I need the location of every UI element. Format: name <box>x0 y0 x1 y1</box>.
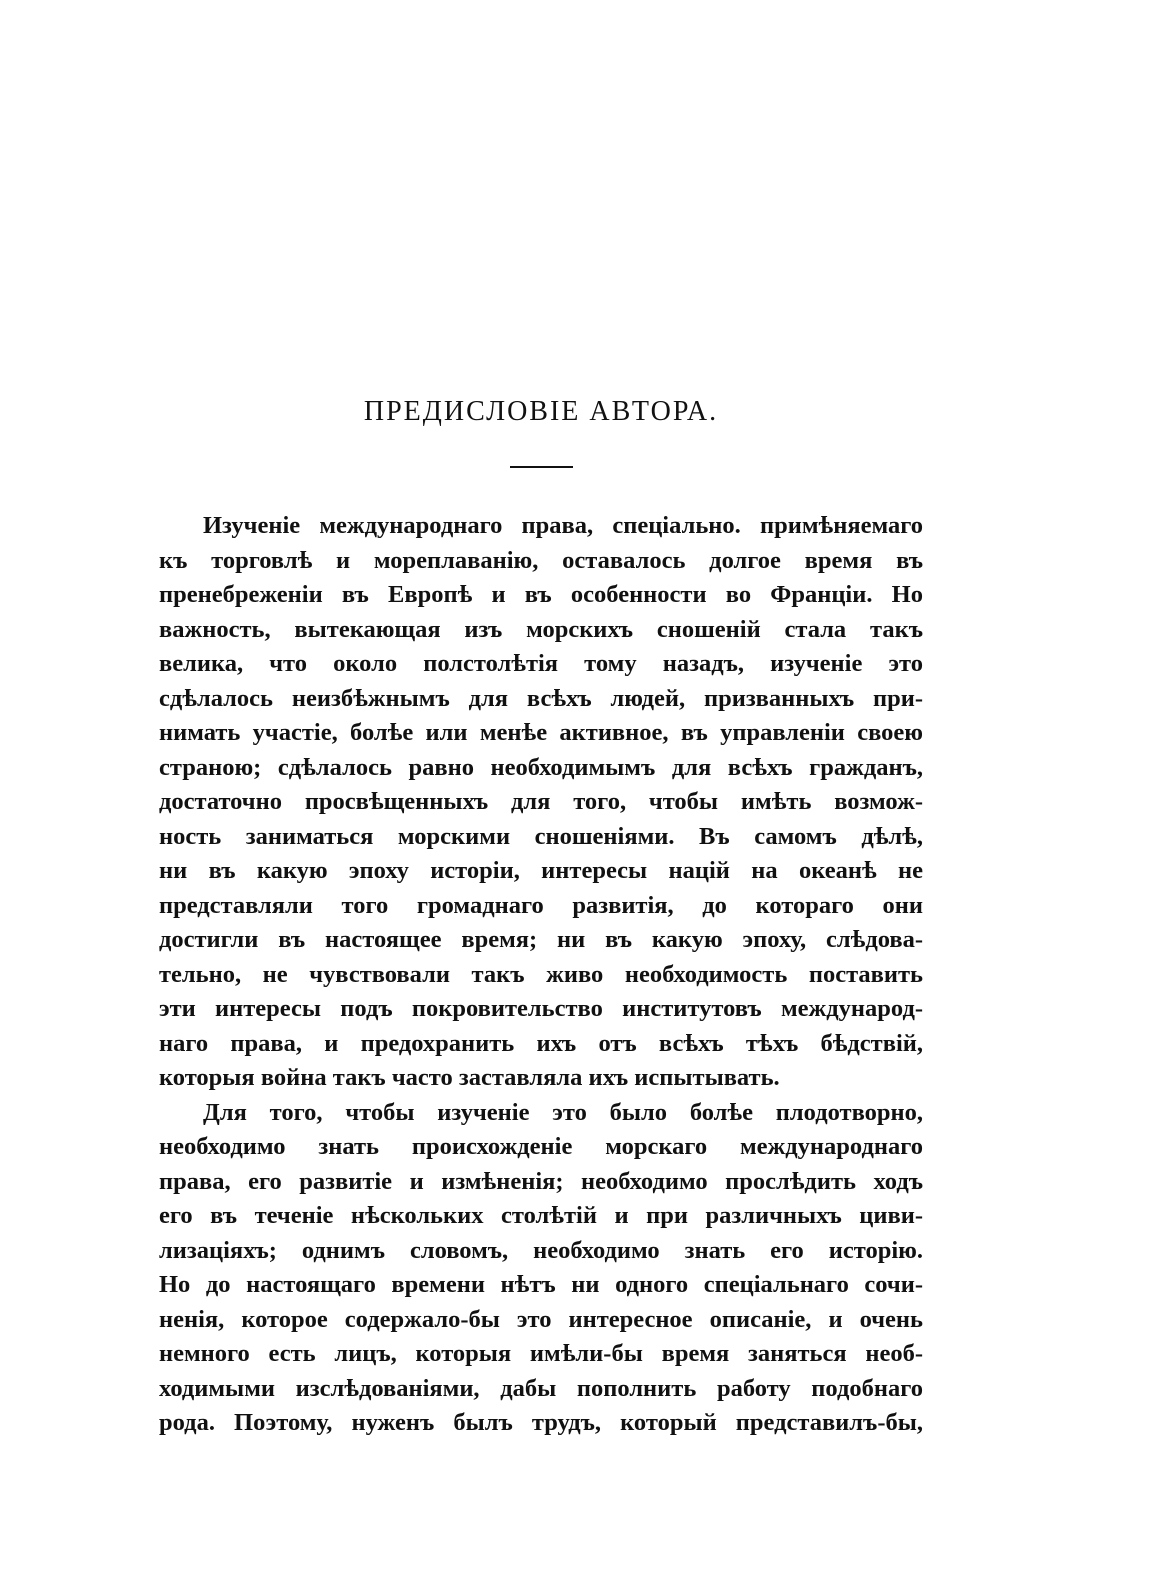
text-line: ни въ какую эпоху исторіи, интересы націй на океанѣ не <box>159 857 923 884</box>
text-line: немного есть лицъ, которыя имѣли-бы время заняться необ- <box>159 1340 923 1367</box>
text-line: Изученіе международнаго права, спеціально. примѣняемаго <box>203 512 923 539</box>
text-line: велика, что около полстолѣтія тому назадъ, изученіе это <box>159 650 923 677</box>
text-line: достаточно просвѣщенныхъ для того, чтобы имѣть возмож- <box>159 788 923 815</box>
title-divider <box>510 466 573 468</box>
text-line: представляли того громаднаго развитія, до котораго они <box>159 891 923 919</box>
text-line: ненія, которое содержало-бы это интересное описаніе, и очень <box>159 1305 923 1333</box>
text-line: достигли въ настоящее время; ни въ какую эпоху, слѣдова- <box>159 926 923 953</box>
body-text <box>159 509 923 1441</box>
text-line: важность, вытекающая изъ морскихъ сношеній стала такъ <box>159 615 923 643</box>
text-line: ность заниматься морскими сношеніями. Въ самомъ дѣлѣ, <box>159 822 923 850</box>
text-line: его въ теченіе нѣскольких столѣтій и при различныхъ циви- <box>159 1202 923 1229</box>
text-line: ходимыми изслѣдованіями, дабы пополнить работу подобнаго <box>159 1374 923 1402</box>
text-line: лизаціяхъ; однимъ словомъ, необходимо знать его исторію. <box>159 1236 923 1264</box>
text-line: наго права, и предохранить ихъ отъ всѣхъ тѣхъ бѣдствій, <box>159 1029 923 1057</box>
text-line: Для того, чтобы изученіе это было болѣе плодотворно, <box>203 1098 923 1126</box>
page-title: ПРЕДИСЛОВІЕ АВТОРА. <box>363 396 719 427</box>
text-line: которыя война такъ часто заставляла ихъ испытывать. <box>159 1064 780 1091</box>
text-line: сдѣлалось неизбѣжнымъ для всѣхъ людей, призванныхъ при- <box>159 684 923 712</box>
text-line: страною; сдѣлалось равно необходимымъ для всѣхъ гражданъ, <box>159 753 923 781</box>
text-line: тельно, не чувствовали такъ живо необходимость поставить <box>159 960 923 988</box>
text-line: эти интересы подъ покровительство институтовъ международ- <box>159 995 923 1022</box>
paragraph <box>159 1096 923 1441</box>
text-line: нимать участіе, болѣе или менѣе активное, въ управленіи своею <box>159 719 923 746</box>
text-line: необходимо знать происхожденіе морскаго международнаго <box>159 1133 923 1160</box>
text-line: рода. Поэтому, нуженъ былъ трудъ, который представилъ-бы, <box>159 1409 923 1436</box>
text-line: къ торговлѣ и мореплаванію, оставалось долгое время въ <box>159 546 923 574</box>
text-line: пренебреженіи въ Европѣ и въ особенности во Франціи. Но <box>159 581 923 608</box>
paragraph <box>159 509 923 1096</box>
text-line: Но до настоящаго времени нѣтъ ни одного спеціальнаго сочи- <box>159 1271 923 1298</box>
text-line: права, его развитіе и измѣненія; необходимо прослѣдить ходъ <box>159 1167 923 1195</box>
